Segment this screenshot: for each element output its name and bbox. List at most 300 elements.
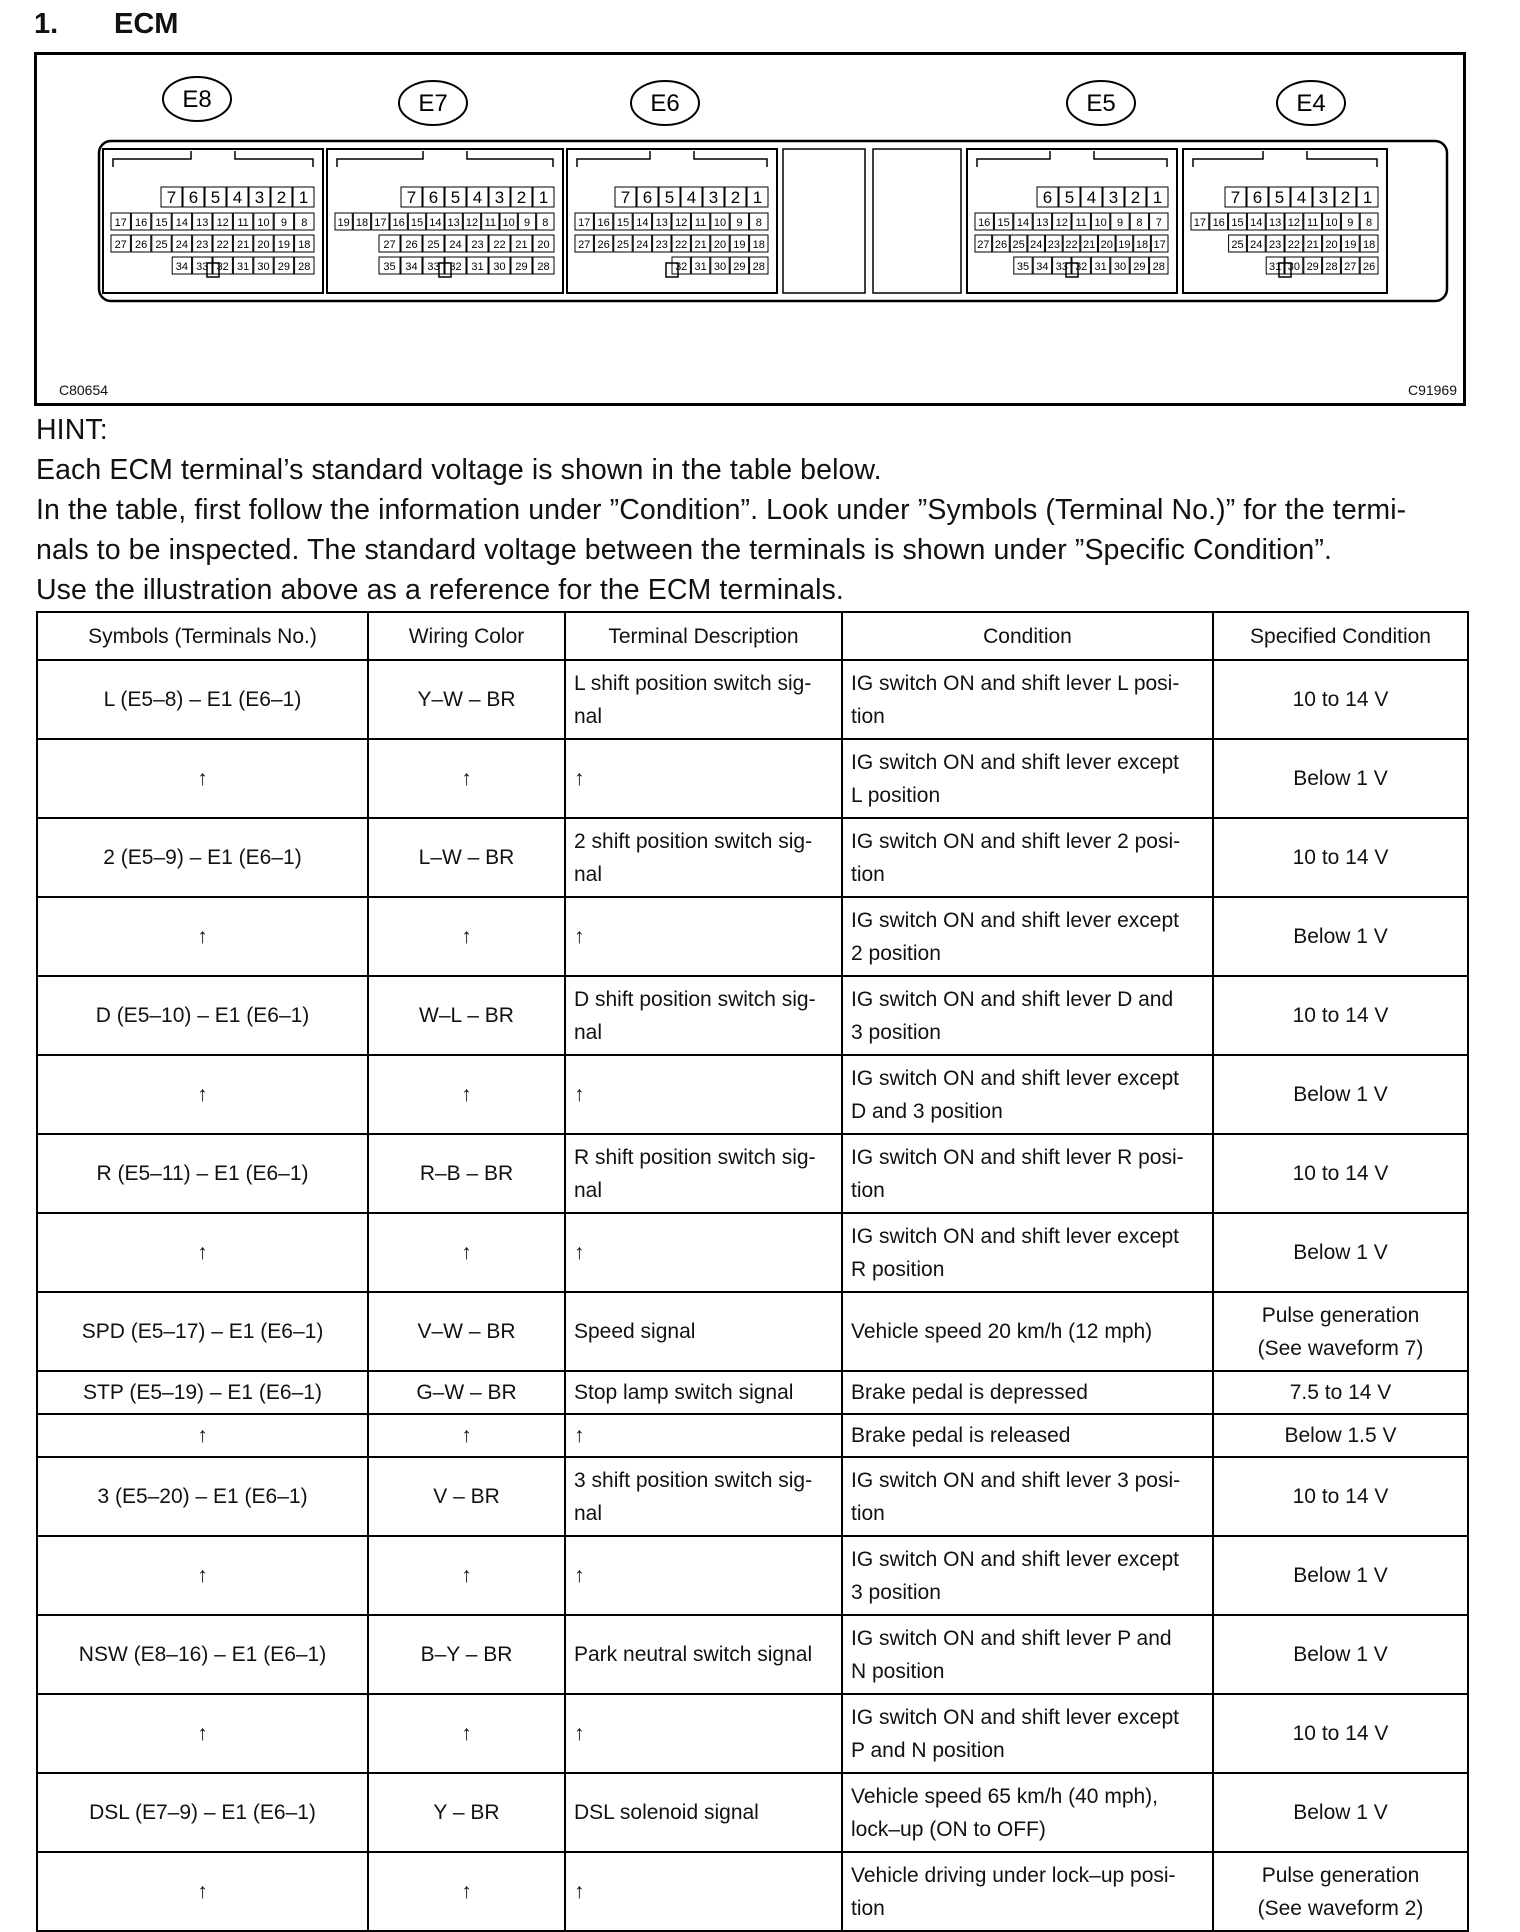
pin-number: 29 [1306, 261, 1319, 273]
wiring-color-cell: ↑ [368, 897, 565, 976]
pin-number: 12 [1287, 217, 1301, 229]
symbols-cell: ↑ [37, 1694, 368, 1773]
description-cell: 2 shift position switch sig- nal [565, 818, 842, 897]
wiring-color-cell: Y–W – BR [368, 660, 565, 739]
hint-line: Each ECM terminal’s standard voltage is shown in the table below. [36, 454, 882, 486]
pin-number: 30 [257, 261, 270, 273]
table-row [37, 1414, 1468, 1457]
table-row [37, 660, 1468, 739]
pin-number: 17 [1193, 217, 1207, 229]
wiring-color-cell: L–W – BR [368, 818, 565, 897]
pin-number: 4 [686, 188, 697, 207]
pin-number: 4 [232, 188, 243, 207]
pin-number: 14 [636, 217, 649, 229]
pin-number: 10 [502, 217, 515, 229]
pin-number: 16 [978, 217, 991, 229]
pin-number: 26 [134, 239, 148, 251]
pin-number: 19 [337, 217, 350, 229]
symbols-cell: SPD (E5–17) – E1 (E6–1) [37, 1292, 368, 1371]
pin-number: 17 [374, 217, 387, 229]
pin-number: 30 [713, 261, 727, 273]
pin-number: 12 [216, 217, 229, 229]
symbols-cell: 2 (E5–9) – E1 (E6–1) [37, 818, 368, 897]
specified-cell: 10 to 14 V [1213, 1134, 1468, 1213]
table-row [37, 1457, 1468, 1536]
symbols-cell: NSW (E8–16) – E1 (E6–1) [37, 1615, 368, 1694]
specified-cell: Below 1 V [1213, 1213, 1468, 1292]
pin-number: 29 [277, 261, 291, 273]
table-row [37, 897, 1468, 976]
pin-number: 31 [471, 261, 484, 273]
specified-cell: 10 to 14 V [1213, 1694, 1468, 1773]
pin-number: 9 [280, 217, 287, 229]
specified-cell: Below 1 V [1213, 1055, 1468, 1134]
pin-number: 19 [277, 239, 291, 251]
connector-latch [977, 151, 1167, 167]
pin-number: 32 [449, 261, 462, 273]
symbols-cell: 3 (E5–20) – E1 (E6–1) [37, 1457, 368, 1536]
pin-number: 32 [216, 261, 229, 273]
pin-number: 8 [301, 217, 308, 229]
pin-number: 28 [537, 261, 550, 273]
pin-number: 20 [537, 239, 550, 251]
condition-cell: IG switch ON and shift lever except P and N position [842, 1694, 1213, 1773]
pin-number: 29 [1133, 261, 1146, 273]
description-cell: Stop lamp switch signal [565, 1371, 842, 1414]
pin-number: 21 [1083, 239, 1096, 251]
connector-latch [337, 151, 553, 167]
description-cell: DSL solenoid signal [565, 1773, 842, 1852]
condition-cell: IG switch ON and shift lever P and N position [842, 1615, 1213, 1694]
pin-number: 6 [188, 188, 199, 207]
pin-number: 18 [752, 239, 765, 251]
description-cell: L shift position switch sig- nal [565, 660, 842, 739]
pin-number: 6 [642, 188, 653, 207]
pin-number: 7 [1155, 217, 1162, 229]
specified-cell: Below 1.5 V [1213, 1414, 1468, 1457]
condition-cell: IG switch ON and shift lever L posi- tion [842, 660, 1213, 739]
pin-number: 10 [257, 217, 270, 229]
condition-cell: Vehicle speed 65 km/h (40 mph), lock–up (ON to OFF) [842, 1773, 1213, 1852]
pin-number: 27 [114, 239, 127, 251]
pin-number: 35 [1016, 261, 1030, 273]
symbols-cell: STP (E5–19) – E1 (E6–1) [37, 1371, 368, 1414]
condition-cell: IG switch ON and shift lever except R position [842, 1213, 1213, 1292]
pin-number: 25 [1231, 239, 1244, 251]
wiring-color-cell: Y – BR [368, 1773, 565, 1852]
hint-line: Use the illustration above as a reference for the ECM terminals. [36, 574, 844, 606]
pin-number: 18 [1135, 239, 1149, 251]
pin-number: 11 [484, 217, 497, 229]
table-row [37, 1134, 1468, 1213]
condition-cell: IG switch ON and shift lever except 2 position [842, 897, 1213, 976]
description-cell: ↑ [565, 1213, 842, 1292]
pin-number: 24 [449, 239, 462, 251]
pin-number: 26 [1362, 261, 1376, 273]
pin-number: 28 [1325, 261, 1338, 273]
pin-number: 9 [1116, 217, 1124, 229]
pin-number: 33 [1055, 261, 1068, 273]
pin-number: 28 [298, 261, 311, 273]
pin-number: 13 [655, 217, 668, 229]
pin-number: 29 [515, 261, 528, 273]
pin-number: 20 [713, 239, 727, 251]
pin-number: 8 [542, 217, 549, 229]
wiring-color-cell: ↑ [368, 1414, 565, 1457]
pin-number: 19 [1118, 239, 1131, 251]
pin-number: 1 [752, 188, 763, 207]
connector-id: E4 [1296, 90, 1326, 117]
hint-title: HINT: [36, 414, 108, 446]
pin-number: 20 [1325, 239, 1338, 251]
pin-number: 31 [694, 261, 707, 273]
connector-latch [1193, 151, 1377, 167]
pin-number: 21 [236, 239, 250, 251]
pin-number: 24 [1030, 239, 1043, 251]
pin-number: 2 [1130, 188, 1141, 207]
specified-cell: 10 to 14 V [1213, 976, 1468, 1055]
pin-number: 11 [1075, 217, 1087, 229]
pin-number: 5 [450, 188, 461, 207]
description-cell: ↑ [565, 1414, 842, 1457]
condition-cell: IG switch ON and shift lever R posi- tion [842, 1134, 1213, 1213]
pin-number: 7 [620, 188, 631, 207]
hint-line: In the table, first follow the information under ”Condition”. Look under ”Symbols (Terminal No.)” for the termi- [36, 494, 1407, 526]
pin-number: 5 [210, 188, 221, 207]
pin-number: 22 [1065, 239, 1078, 251]
pin-number: 25 [427, 239, 440, 251]
pin-number: 30 [493, 261, 506, 273]
specified-cell: Pulse generation (See waveform 7) [1213, 1292, 1468, 1371]
symbols-cell: D (E5–10) – E1 (E6–1) [37, 976, 368, 1055]
table-row [37, 1615, 1468, 1694]
ecm-connector-figure [34, 52, 1466, 406]
pin-number: 16 [597, 217, 610, 229]
table-row [37, 1292, 1468, 1371]
pin-number: 18 [298, 239, 311, 251]
symbols-cell: ↑ [37, 1536, 368, 1615]
pin-number: 3 [1318, 188, 1329, 207]
pin-number: 1 [538, 188, 549, 207]
pin-number: 27 [977, 239, 990, 251]
pin-number: 18 [355, 217, 369, 229]
section-title: ECM [114, 8, 179, 40]
condition-cell: Brake pedal is depressed [842, 1371, 1213, 1414]
pin-number: 13 [447, 217, 460, 229]
pin-number: 27 [383, 239, 396, 251]
specified-cell: Below 1 V [1213, 1536, 1468, 1615]
description-cell: R shift position switch sig- nal [565, 1134, 842, 1213]
pin-number: 21 [1306, 239, 1319, 251]
pin-number: 27 [578, 239, 591, 251]
pin-number: 11 [694, 217, 707, 229]
symbols-cell: ↑ [37, 897, 368, 976]
pin-number: 14 [175, 217, 189, 229]
pin-number: 3 [494, 188, 505, 207]
pin-number: 6 [1252, 188, 1263, 207]
figure-code-left: C80654 [59, 382, 109, 398]
pin-number: 14 [1016, 217, 1030, 229]
condition-cell: IG switch ON and shift lever except L position [842, 739, 1213, 818]
connector-latch [577, 151, 767, 167]
pin-number: 20 [1100, 239, 1113, 251]
condition-cell: IG switch ON and shift lever 3 posi- tion [842, 1457, 1213, 1536]
header-specified-condition: Specified Condition [1213, 612, 1468, 660]
symbols-cell: ↑ [37, 1414, 368, 1457]
header-condition: Condition [842, 612, 1213, 660]
hint-block [36, 410, 1476, 610]
pin-number: 23 [1268, 239, 1282, 251]
pin-number: 17 [114, 217, 127, 229]
condition-cell: IG switch ON and shift lever 2 posi- tion [842, 818, 1213, 897]
pin-number: 5 [1274, 188, 1285, 207]
pin-number: 24 [636, 239, 649, 251]
description-cell: ↑ [565, 897, 842, 976]
hint-line: nals to be inspected. The standard voltage between the terminals is shown under ”Specific Condition”. [36, 534, 1332, 566]
table-row [37, 1852, 1468, 1931]
table-row [37, 976, 1468, 1055]
pin-number: 30 [1287, 261, 1301, 273]
wiring-color-cell: ↑ [368, 1213, 565, 1292]
pin-number: 10 [1094, 217, 1107, 229]
pin-number: 1 [1152, 188, 1163, 207]
pin-number: 8 [1366, 217, 1373, 229]
pin-number: 24 [175, 239, 189, 251]
specified-cell: Below 1 V [1213, 897, 1468, 976]
wiring-color-cell: ↑ [368, 1536, 565, 1615]
specified-cell: 10 to 14 V [1213, 660, 1468, 739]
pin-number: 31 [1268, 261, 1282, 273]
wiring-color-cell: V – BR [368, 1457, 565, 1536]
symbols-cell: R (E5–11) – E1 (E6–1) [37, 1134, 368, 1213]
pin-number: 19 [1344, 239, 1357, 251]
symbols-cell: ↑ [37, 739, 368, 818]
pin-number: 16 [134, 217, 148, 229]
symbols-cell: DSL (E7–9) – E1 (E6–1) [37, 1773, 368, 1852]
pin-number: 34 [175, 261, 189, 273]
pin-number: 25 [1012, 239, 1025, 251]
wiring-color-cell: V–W – BR [368, 1292, 565, 1371]
pin-number: 23 [655, 239, 668, 251]
specified-cell: Below 1 V [1213, 1773, 1468, 1852]
pin-number: 6 [1042, 188, 1053, 207]
specified-cell: Pulse generation (See waveform 2) [1213, 1852, 1468, 1931]
pin-number: 11 [237, 217, 249, 229]
description-cell: Park neutral switch signal [565, 1615, 842, 1694]
pin-number: 17 [1153, 239, 1166, 251]
pin-number: 32 [675, 261, 688, 273]
pin-number: 31 [236, 261, 250, 273]
pin-number: 31 [1094, 261, 1107, 273]
blank-block [873, 149, 961, 293]
condition-cell: IG switch ON and shift lever except D and 3 position [842, 1055, 1213, 1134]
symbols-cell: L (E5–8) – E1 (E6–1) [37, 660, 368, 739]
pin-number: 33 [196, 261, 209, 273]
pin-number: 29 [733, 261, 746, 273]
description-cell: ↑ [565, 1055, 842, 1134]
table-body [37, 660, 1468, 1931]
connector-diagram [37, 55, 1463, 403]
pin-number: 2 [276, 188, 287, 207]
wiring-color-cell: G–W – BR [368, 1371, 565, 1414]
pin-number: 34 [1036, 261, 1049, 273]
pin-number: 1 [1362, 188, 1373, 207]
wiring-color-cell: ↑ [368, 739, 565, 818]
pin-number: 21 [515, 239, 528, 251]
pin-number: 22 [493, 239, 506, 251]
header-terminal-description: Terminal Description [565, 612, 842, 660]
figure-code-right: C91969 [1407, 382, 1457, 398]
pin-number: 15 [616, 217, 630, 229]
connector-id: E7 [418, 90, 448, 117]
condition-cell: IG switch ON and shift lever D and 3 position [842, 976, 1213, 1055]
pin-number: 6 [428, 188, 439, 207]
pin-number: 7 [406, 188, 417, 207]
pin-number: 18 [1362, 239, 1376, 251]
pin-number: 3 [254, 188, 265, 207]
pin-number: 20 [257, 239, 270, 251]
pin-number: 25 [155, 239, 168, 251]
section-heading [34, 8, 178, 41]
table-row [37, 1694, 1468, 1773]
pin-number: 10 [713, 217, 727, 229]
pin-number: 4 [472, 188, 483, 207]
header-symbols: Symbols (Terminals No.) [37, 612, 368, 660]
table-row [37, 1055, 1468, 1134]
pin-number: 5 [1064, 188, 1075, 207]
pin-number: 22 [216, 239, 229, 251]
section-number: 1. [34, 8, 59, 40]
pin-number: 26 [994, 239, 1008, 251]
specified-cell: 7.5 to 14 V [1213, 1371, 1468, 1414]
table-row [37, 1773, 1468, 1852]
pin-number: 22 [1287, 239, 1301, 251]
pin-number: 3 [1108, 188, 1119, 207]
blank-block [783, 149, 865, 293]
pin-number: 14 [429, 217, 442, 229]
specified-cell: Below 1 V [1213, 1615, 1468, 1694]
pin-number: 2 [1340, 188, 1351, 207]
connector-id: E5 [1086, 90, 1116, 117]
pin-number: 12 [1055, 217, 1068, 229]
wiring-color-cell: W–L – BR [368, 976, 565, 1055]
pin-number: 24 [1250, 239, 1263, 251]
pin-number: 27 [1344, 261, 1357, 273]
pin-number: 8 [1136, 217, 1143, 229]
pin-number: 16 [392, 217, 405, 229]
pin-number: 12 [465, 217, 479, 229]
connector-latch [113, 151, 313, 167]
symbols-cell: ↑ [37, 1213, 368, 1292]
condition-cell: Vehicle driving under lock–up posi- tion [842, 1852, 1213, 1931]
pin-number: 1 [298, 188, 309, 207]
terminal-voltage-table [36, 611, 1469, 1932]
wiring-color-cell: ↑ [368, 1055, 565, 1134]
pin-number: 8 [755, 217, 762, 229]
pin-number: 35 [383, 261, 396, 273]
description-cell: ↑ [565, 1536, 842, 1615]
table-row [37, 1536, 1468, 1615]
pin-number: 2 [516, 188, 527, 207]
pin-number: 23 [471, 239, 484, 251]
pin-number: 9 [523, 217, 531, 229]
pin-number: 26 [597, 239, 610, 251]
pin-number: 13 [1268, 217, 1282, 229]
pin-number: 22 [675, 239, 688, 251]
pin-number: 15 [155, 217, 168, 229]
description-cell: ↑ [565, 1852, 842, 1931]
pin-number: 13 [196, 217, 209, 229]
condition-cell: Vehicle speed 20 km/h (12 mph) [842, 1292, 1213, 1371]
pin-number: 12 [675, 217, 688, 229]
description-cell: ↑ [565, 739, 842, 818]
connector-id: E8 [182, 86, 212, 113]
pin-number: 7 [166, 188, 177, 207]
description-cell: ↑ [565, 1694, 842, 1773]
pin-number: 23 [196, 239, 209, 251]
wiring-color-cell: R–B – BR [368, 1134, 565, 1213]
table-row [37, 1371, 1468, 1414]
description-cell: 3 shift position switch sig- nal [565, 1457, 842, 1536]
condition-cell: IG switch ON and shift lever except 3 position [842, 1536, 1213, 1615]
pin-number: 15 [997, 217, 1010, 229]
pin-number: 3 [708, 188, 719, 207]
specified-cell: 10 to 14 V [1213, 1457, 1468, 1536]
pin-number: 17 [578, 217, 591, 229]
pin-number: 28 [752, 261, 765, 273]
pin-number: 23 [1047, 239, 1060, 251]
pin-number: 28 [1152, 261, 1165, 273]
description-cell: Speed signal [565, 1292, 842, 1371]
specified-cell: 10 to 14 V [1213, 818, 1468, 897]
wiring-color-cell: ↑ [368, 1852, 565, 1931]
pin-number: 13 [1036, 217, 1049, 229]
pin-number: 32 [1075, 261, 1088, 273]
pin-number: 21 [694, 239, 707, 251]
symbols-cell: ↑ [37, 1852, 368, 1931]
connector-id: E6 [650, 90, 680, 117]
condition-cell: Brake pedal is released [842, 1414, 1213, 1457]
pin-number: 7 [1230, 188, 1241, 207]
pin-number: 9 [1347, 217, 1354, 229]
pin-number: 16 [1212, 217, 1225, 229]
pin-number: 2 [730, 188, 741, 207]
table-header-row [37, 612, 1468, 660]
wiring-color-cell: B–Y – BR [368, 1615, 565, 1694]
pin-number: 30 [1113, 261, 1127, 273]
pin-number: 25 [616, 239, 630, 251]
header-wiring-color: Wiring Color [368, 612, 565, 660]
pin-number: 34 [405, 261, 418, 273]
pin-number: 9 [736, 217, 743, 229]
pin-number: 26 [405, 239, 418, 251]
pin-number: 15 [1231, 217, 1244, 229]
pin-number: 4 [1086, 188, 1097, 207]
table-row [37, 818, 1468, 897]
pin-number: 4 [1296, 188, 1307, 207]
pin-number: 14 [1250, 217, 1263, 229]
pin-number: 15 [410, 217, 424, 229]
pin-number: 33 [427, 261, 440, 273]
pin-number: 19 [733, 239, 746, 251]
pin-number: 10 [1325, 217, 1338, 229]
symbols-cell: ↑ [37, 1055, 368, 1134]
description-cell: D shift position switch sig- nal [565, 976, 842, 1055]
specified-cell: Below 1 V [1213, 739, 1468, 818]
pin-number: 5 [664, 188, 675, 207]
pin-number: 11 [1306, 217, 1319, 229]
table-row [37, 739, 1468, 818]
